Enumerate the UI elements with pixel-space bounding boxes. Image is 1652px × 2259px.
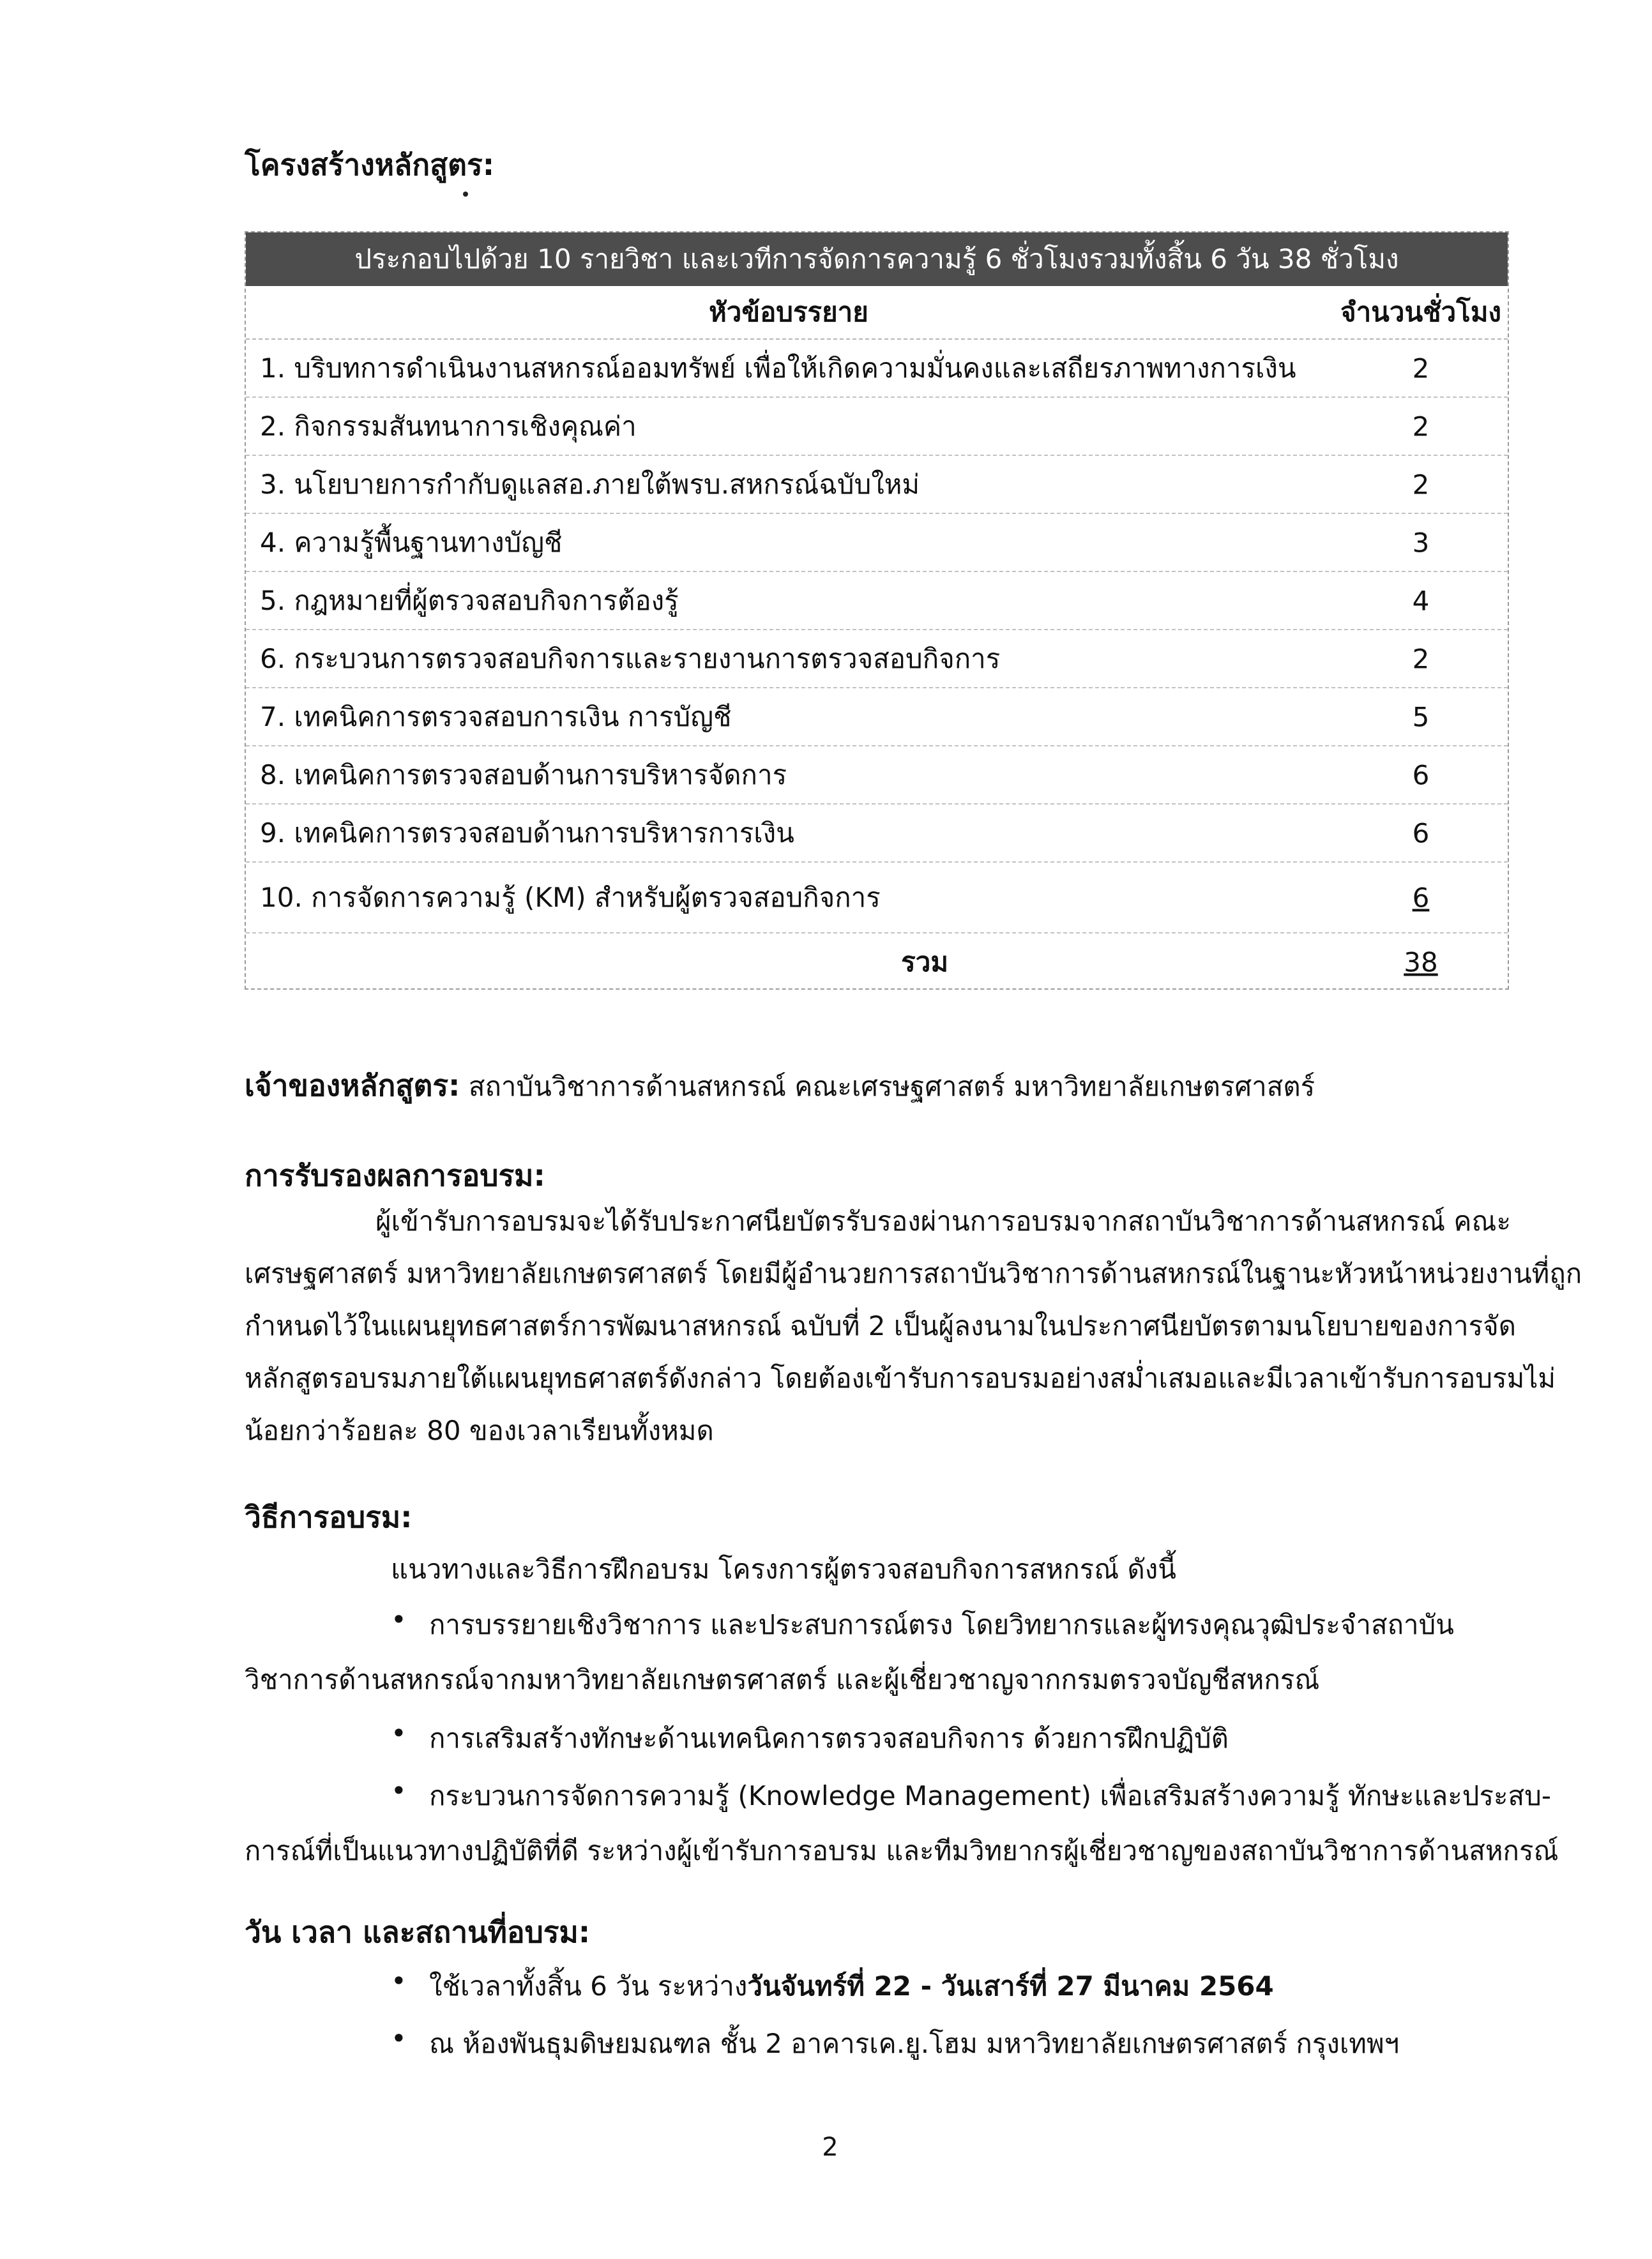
column-header-hours: จำนวนชั่วโมง [1340,296,1502,328]
curriculum-table [245,231,1509,990]
row-hours: 6 [1412,759,1430,790]
row-topic: 10. การจัดการความรู้ (KM) สำหรับผู้ตรวจสอบกิจการ [260,881,881,913]
method-bullet-continuation: วิชาการด้านสหกรณ์จากมหาวิทยาลัยเกษตรศาสตร์ และผู้เชี่ยวชาญจากกรมตรวจบัญชีสหกรณ์ [245,1664,1320,1695]
table-banner: ประกอบไปด้วย 10 รายวิชา และเวทีการจัดการความรู้ 6 ชั่วโมงรวมทั้งสิ้น 6 วัน 38 ชั่วโมง [246,232,1508,286]
table-row [246,456,1508,514]
schedule-time-dates: วันจันทร์ที่ 22 - วันเสาร์ที่ 27 มีนาคม 2564 [747,1970,1274,2002]
row-hours: 2 [1412,411,1430,442]
bullet-icon: • [391,1718,407,1749]
row-hours: 2 [1412,643,1430,674]
row-topic: 8. เทคนิคการตรวจสอบด้านการบริหารจัดการ [260,759,787,790]
bullet-icon: • [391,1775,407,1806]
row-hours: 5 [1412,701,1430,732]
row-hours: 4 [1412,585,1430,616]
stray-mark [463,192,468,197]
schedule-place: ณ ห้องพันธุมดิษยมณฑล ชั้น 2 อาคารเค.ยู.โฮม มหาวิทยาลัยเกษตรศาสตร์ กรุงเทพฯ [429,2028,1400,2059]
table-row [246,863,1508,933]
table-row [246,630,1508,688]
page-number: 2 [822,2133,838,2162]
certification-line: หลักสูตรอบรมภายใต้แผนยุทธศาสตร์ดังกล่าว โดยต้องเข้ารับการอบรมอย่างสม่ำเสมอและมีเวลาเข้ารับการอบรมไม่ [245,1363,1556,1394]
column-header-topic: หัวข้อบรรยาย [709,296,868,328]
row-hours: 6 [1412,817,1430,849]
row-topic: 1. บริบทการดำเนินงานสหกรณ์ออมทรัพย์ เพื่อให้เกิดความมั่นคงและเสถียรภาพทางการเงิน [260,352,1296,384]
owner-label: เจ้าของหลักสูตร: [245,1068,460,1103]
method-heading: วิธีการอบรม: [245,1500,413,1534]
table-header-row [246,286,1508,340]
row-hours: 6 [1412,882,1430,913]
table-row [246,340,1508,398]
structure-heading: โครงสร้างหลักสูตร: [245,147,495,182]
bullet-icon: • [391,1965,407,1997]
bullet-icon: • [391,1604,407,1635]
table-row [246,572,1508,630]
certification-heading: การรับรองผลการอบรม: [245,1158,545,1193]
certification-line: กำหนดไว้ในแผนยุทธศาสตร์การพัฒนาสหกรณ์ ฉบับที่ 2 เป็นผู้ลงนามในประกาศนียบัตรตามนโยบายของการจัด [245,1310,1517,1341]
row-topic: 9. เทคนิคการตรวจสอบด้านการบริหารการเงิน [260,817,794,849]
row-topic: 2. กิจกรรมสันทนาการเชิงคุณค่า [260,410,637,442]
row-topic: 4. ความรู้พื้นฐานทางบัญชี [260,526,563,558]
row-topic: 5. กฎหมายที่ผู้ตรวจสอบกิจการต้องรู้ [260,584,679,616]
row-topic: 3. นโยบายการกำกับดูแลสอ.ภายใต้พรบ.สหกรณ์ฉบับใหม่ [260,468,920,500]
certification-line: ผู้เข้ารับการอบรมจะได้รับประกาศนียบัตรรับรองผ่านการอบรมจากสถาบันวิชาการด้านสหกรณ์ คณะ [375,1205,1512,1237]
owner-line [245,1062,1315,1109]
table-row [246,805,1508,863]
table-row [246,746,1508,805]
certification-line: เศรษฐศาสตร์ มหาวิทยาลัยเกษตรศาสตร์ โดยมีผู้อำนวยการสถาบันวิชาการด้านสหกรณ์ในฐานะหัวหน้าหน่วยงานที่ถูก [245,1258,1582,1289]
total-label: รวม [901,946,948,978]
method-bullet: กระบวนการจัดการความรู้ (Knowledge Management) เพื่อเสริมสร้างความรู้ ทักษะและประสบ- [429,1780,1552,1811]
row-hours: 2 [1412,469,1430,500]
certification-line: น้อยกว่าร้อยละ 80 ของเวลาเรียนทั้งหมด [245,1415,714,1446]
row-topic: 7. เทคนิคการตรวจสอบการเงิน การบัญชี [260,700,732,732]
schedule-time [429,1965,1274,2007]
method-bullet-continuation: การณ์ที่เป็นแนวทางปฏิบัติที่ดี ระหว่างผู้เข้ารับการอบรม และทีมวิทยากรผู้เชี่ยวชาญของสถาบันวิชาการด้านสหกรณ์ [245,1835,1559,1866]
bullet-icon: • [391,2023,407,2054]
total-hours: 38 [1404,946,1438,978]
row-hours: 2 [1412,352,1430,384]
schedule-heading: วัน เวลา และสถานที่อบรม: [245,1915,591,1949]
method-intro: แนวทางและวิธีการฝึกอบรม โครงการผู้ตรวจสอบกิจการสหกรณ์ ดังนี้ [391,1553,1176,1585]
schedule-time-prefix: ใช้เวลาทั้งสิ้น 6 วัน ระหว่าง [429,1970,748,2002]
table-row [246,688,1508,746]
row-hours: 3 [1412,527,1430,558]
method-bullet: การเสริมสร้างทักษะด้านเทคนิคการตรวจสอบกิจการ ด้วยการฝึกปฏิบัติ [429,1723,1229,1754]
table-row [246,514,1508,572]
owner-text: สถาบันวิชาการด้านสหกรณ์ คณะเศรษฐศาสตร์ มหาวิทยาลัยเกษตรศาสตร์ [468,1071,1315,1102]
table-total-row [246,933,1508,991]
row-topic: 6. กระบวนการตรวจสอบกิจการและรายงานการตรวจสอบกิจการ [260,642,1001,674]
table-row [246,398,1508,456]
method-bullet: การบรรยายเชิงวิชาการ และประสบการณ์ตรง โดยวิทยากรและผู้ทรงคุณวุฒิประจำสถาบัน [429,1609,1454,1640]
